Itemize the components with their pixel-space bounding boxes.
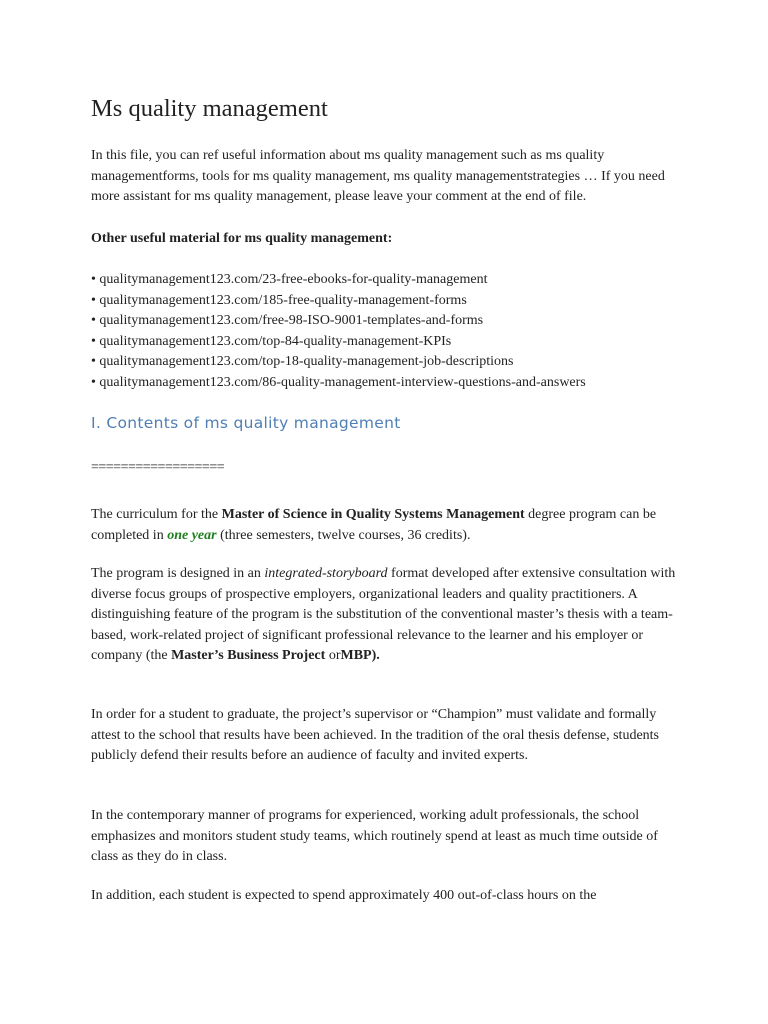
useful-links-list — [91, 270, 586, 393]
useful-material-heading: Other useful material for ms quality management: — [91, 231, 393, 246]
section-heading: I. Contents of ms quality management — [91, 414, 401, 432]
graduation-paragraph: In order for a student to graduate, the project’s supervisor or “Champion” must validate and formally attest to the school that results have been achieved. In the tradition of the oral thesis defense, students publicly defend their results before an audience of faculty and invited experts. — [91, 707, 659, 763]
study-teams-paragraph: In the contemporary manner of programs for experienced, working adult professionals, the school emphasizes and monitors student study teams, which routinely spend at least as much time outside of class as they do in class. — [91, 808, 658, 864]
out-of-class-paragraph: In addition, each student is expected to spend approximately 400 out-of-class hours on the — [91, 888, 597, 903]
text-span: The curriculum for the — [91, 507, 222, 522]
program-design-paragraph — [91, 564, 676, 667]
text-span: or — [325, 648, 341, 663]
text-span: (three semesters, twelve courses, 36 credits). — [216, 527, 471, 543]
format-term: integrated-storyboard — [264, 566, 388, 581]
list-item: • qualitymanagement123.com/86-quality-management-interview-questions-and-answers — [91, 374, 586, 390]
text-span: format developed after extensive consultation with diverse focus groups of prospective employers, organizational leaders and quality practitioners. A distinguishing feature of the program is the substitution of the conventional master’s thesis with a team-based, work-related project of significant professional relevance to the learner and his employer or company (the — [91, 566, 676, 663]
text-span: degree program can be completed in — [91, 507, 657, 543]
project-acronym: MBP). — [340, 648, 380, 663]
duration-highlight: one year — [167, 527, 217, 543]
list-item: • qualitymanagement123.com/top-84-quality-management-KPIs — [91, 333, 452, 349]
document-title: Ms quality management — [91, 95, 328, 122]
list-item: • qualitymanagement123.com/top-18-quality-management-job-descriptions — [91, 354, 514, 369]
degree-name: Master of Science in Quality Systems Management — [221, 507, 525, 522]
project-name: Master’s Business Project — [171, 648, 326, 663]
text-span: The program is designed in an — [91, 566, 265, 581]
list-item: • qualitymanagement123.com/23-free-ebooks-for-quality-management — [91, 272, 488, 287]
list-item: • qualitymanagement123.com/185-free-quality-management-forms — [91, 292, 467, 308]
curriculum-paragraph — [91, 505, 676, 546]
intro-paragraph: In this file, you can ref useful information about ms quality management such as ms quality managementforms, tools for ms quality management, ms quality managementstrategies … If you need more assistant for ms quality management, please leave your comment at the end of file. — [91, 148, 665, 204]
list-item: • qualitymanagement123.com/free-98-ISO-9001-templates-and-forms — [91, 313, 484, 328]
divider-line: ================== — [91, 460, 225, 475]
